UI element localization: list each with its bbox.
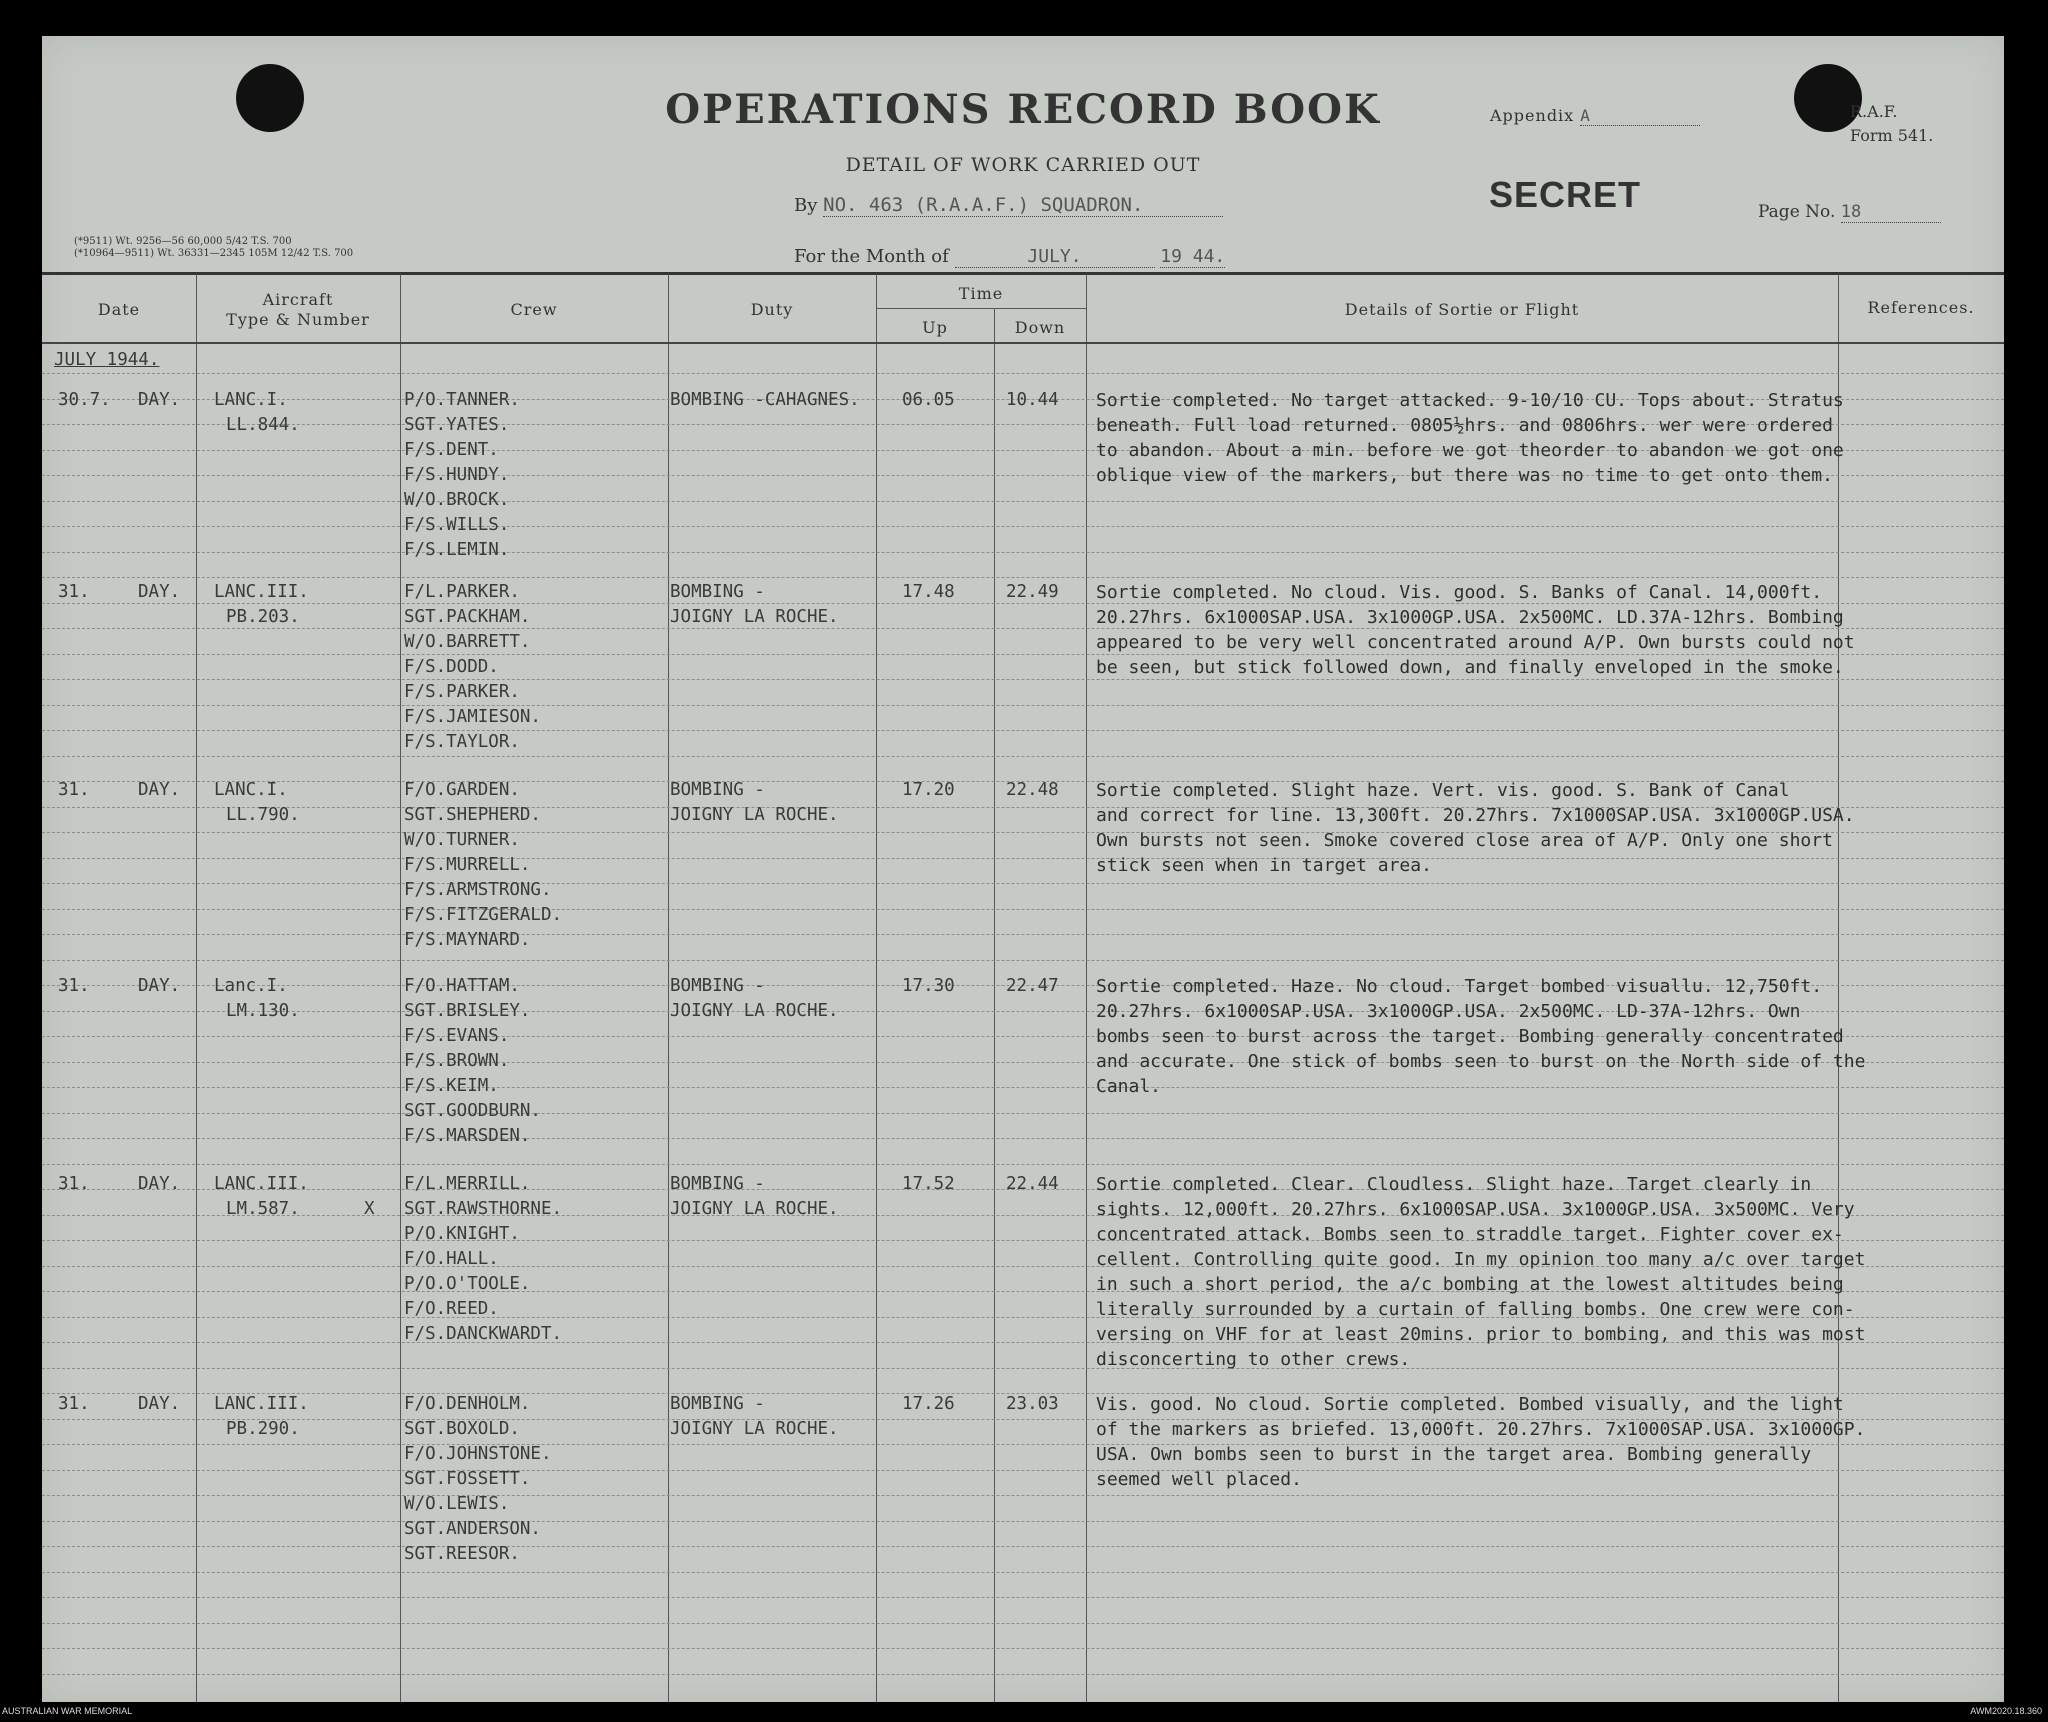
entry-aircraft: LANC.I.: [214, 390, 288, 410]
header-references: References.: [1867, 298, 1975, 317]
ruled-line: [42, 1597, 2004, 1598]
col-divider: [668, 274, 669, 1702]
crew-member: SGT.SHEPHERD.: [404, 805, 541, 825]
crew-member: F/O.HALL.: [404, 1249, 499, 1269]
page-number-field: [1758, 202, 1941, 223]
detail-line: and accurate. One stick of bombs seen to burst on the North side of the: [1096, 1051, 1866, 1072]
crew-member: F/S.MARSDEN.: [404, 1126, 531, 1146]
entry-date: 31.: [58, 976, 90, 996]
entry-duty: BOMBING -: [670, 976, 765, 996]
ruled-line: [42, 1572, 2004, 1573]
detail-line: Sortie completed. No target attacked. 9-10/10 CU. Tops about. Stratus: [1096, 390, 1844, 411]
crew-member: F/S.TAYLOR.: [404, 732, 520, 752]
crew-member: SGT.GOODBURN.: [404, 1101, 541, 1121]
crew-member: W/O.BARRETT.: [404, 632, 531, 652]
ruled-line: [42, 705, 2004, 706]
form-number: [1850, 100, 1933, 148]
time-up: 17.52: [902, 1174, 955, 1194]
entry-duty: BOMBING -: [670, 1174, 765, 1194]
entry-aircraft: Lanc.I.: [214, 976, 288, 996]
crew-member: F/S.LEMIN.: [404, 540, 510, 560]
ruled-line: [42, 909, 2004, 910]
col-divider: [400, 274, 401, 1702]
ruled-line: [42, 501, 2004, 502]
detail-line: seemed well placed.: [1096, 1469, 1302, 1490]
crew-member: F/S.ARMSTRONG.: [404, 880, 552, 900]
entry-aircraft: LL.790.: [226, 805, 300, 825]
squadron-field: [794, 194, 1223, 217]
ruled-line: [42, 1495, 2004, 1496]
footer-right: AWM2020.18.360: [1970, 1706, 2042, 1716]
ruled-line: [42, 730, 2004, 731]
time-down: 10.44: [1006, 390, 1059, 410]
footer-left: AUSTRALIAN WAR MEMORIAL: [2, 1706, 133, 1716]
entry-date: 31.: [58, 582, 90, 602]
crew-member: SGT.REESOR.: [404, 1544, 520, 1564]
crew-member: SGT.PACKHAM.: [404, 607, 531, 627]
crew-member: F/S.DANCKWARDT.: [404, 1324, 563, 1344]
ruled-line: [42, 1546, 2004, 1547]
entry-date: 30.7.: [58, 390, 111, 410]
crew-member: F/S.WILLS.: [404, 515, 510, 535]
crew-member: F/S.JAMIESON.: [404, 707, 541, 727]
entry-aircraft: PB.290.: [226, 1419, 300, 1439]
table-top-rule: [42, 272, 2004, 275]
ruled-line: [42, 1623, 2004, 1624]
entry-duty: JOIGNY LA ROCHE.: [670, 1199, 839, 1219]
entry-aircraft: LL.844.: [226, 415, 300, 435]
crew-member: F/O.DENHOLM.: [404, 1394, 531, 1414]
period-label: JULY 1944.: [54, 350, 160, 370]
detail-line: Sortie completed. No cloud. Vis. good. S. Banks of Canal. 14,000ft.: [1096, 582, 1823, 603]
entry-duty: JOIGNY LA ROCHE.: [670, 1001, 839, 1021]
detail-line: be seen, but stick followed down, and finally enveloped in the smoke.: [1096, 657, 1844, 678]
detail-line: to abandon. About a min. before we got theorder to abandon we got one: [1096, 440, 1844, 461]
ruled-line: [42, 960, 2004, 961]
form-line-2: Form 541.: [1850, 126, 1934, 145]
entry-duty: BOMBING -: [670, 1394, 765, 1414]
header-crew: Crew: [510, 300, 558, 319]
crew-member: SGT.RAWSTHORNE.: [404, 1199, 563, 1219]
crew-member: F/L.PARKER.: [404, 582, 520, 602]
detail-line: 20.27hrs. 6x1000SAP.USA. 3x1000GP.USA. 2x500MC. LD.37A-12hrs. Bombing: [1096, 607, 1844, 628]
detail-line: and correct for line. 13,300ft. 20.27hrs. 7x1000SAP.USA. 3x1000GP.USA.: [1096, 805, 1855, 826]
crew-member: W/O.LEWIS.: [404, 1494, 510, 1514]
detail-line: sights. 12,000ft. 20.27hrs. 6x1000SAP.USA. 3x1000GP.USA. 3x500MC. Very: [1096, 1199, 1855, 1220]
entry-date: 31.: [58, 1174, 90, 1194]
entry-aircraft: PB.203.: [226, 607, 300, 627]
detail-line: beneath. Full load returned. 0805½hrs. and 0806hrs. wer were ordered: [1096, 415, 1833, 436]
crew-member: F/S.MURRELL.: [404, 855, 531, 875]
crew-member: F/S.DENT.: [404, 440, 499, 460]
detail-line: cellent. Controlling quite good. In my opinion too many a/c over target: [1096, 1249, 1866, 1270]
print-line-2: (*10964—9511) Wt. 36331—2345 105M 12/42 T.S. 700: [74, 248, 354, 259]
page-title: OPERATIONS RECORD BOOK: [665, 86, 1381, 133]
crew-member: P/O.O'TOOLE.: [404, 1274, 531, 1294]
detail-line: Own bursts not seen. Smoke covered close area of A/P. Only one short: [1096, 830, 1833, 851]
year-value: 19 44.: [1160, 246, 1226, 267]
col-divider: [196, 274, 197, 1702]
ruled-line: [42, 552, 2004, 553]
entry-aircraft: LM.587.: [226, 1199, 300, 1219]
crew-member: F/S.MAYNARD.: [404, 930, 531, 950]
time-down: 22.49: [1006, 582, 1059, 602]
ruled-line: [42, 526, 2004, 527]
crew-member: W/O.BROCK.: [404, 490, 510, 510]
time-down: 22.44: [1006, 1174, 1059, 1194]
appendix-label: Appendix: [1490, 106, 1575, 125]
ruled-line: [42, 373, 2004, 374]
by-label: By: [794, 195, 818, 216]
ruled-line: [42, 1521, 2004, 1522]
month-field: [794, 246, 1225, 268]
month-label: For the Month of: [794, 246, 949, 267]
header-duty: Duty: [750, 300, 794, 319]
ruled-line: [42, 756, 2004, 757]
time-up: 17.48: [902, 582, 955, 602]
ruled-line: [42, 1164, 2004, 1165]
header-bottom-rule: [42, 342, 2004, 344]
time-up: 06.05: [902, 390, 955, 410]
crew-member: F/O.HATTAM.: [404, 976, 520, 996]
header-aircraft-line2: Type & Number: [226, 310, 370, 329]
crew-member: W/O.TURNER.: [404, 830, 520, 850]
crew-member: SGT.FOSSETT.: [404, 1469, 531, 1489]
detail-line: in such a short period, the a/c bombing at the lowest altitudes being: [1096, 1274, 1844, 1295]
secret-stamp: SECRET: [1489, 174, 1642, 215]
col-divider: [1086, 274, 1087, 1702]
entry-day: DAY.: [138, 390, 181, 410]
entry-duty: BOMBING -: [670, 582, 765, 602]
crew-member: F/S.KEIM.: [404, 1076, 499, 1096]
crew-member: F/S.HUNDY.: [404, 465, 510, 485]
entry-aircraft: LANC.III.: [214, 582, 309, 602]
detail-line: Sortie completed. Clear. Cloudless. Slight haze. Target clearly in: [1096, 1174, 1812, 1195]
entry-aircraft: LANC.III.: [214, 1394, 309, 1414]
page-label: Page No.: [1758, 202, 1836, 222]
header-aircraft: [196, 290, 400, 330]
ruled-line: [42, 934, 2004, 935]
ruled-line: [42, 883, 2004, 884]
entry-day: DAY.: [138, 1394, 181, 1414]
detail-line: concentrated attack. Bombs seen to straddle target. Fighter cover ex-: [1096, 1224, 1844, 1245]
crew-member: F/S.BROWN.: [404, 1051, 510, 1071]
detail-line: of the markers as briefed. 13,000ft. 20.27hrs. 7x1000SAP.USA. 3x1000GP.: [1096, 1419, 1866, 1440]
entry-day: DAY.: [138, 976, 181, 996]
detail-line: stick seen when in target area.: [1096, 855, 1432, 876]
entry-date: 31.: [58, 780, 90, 800]
crew-member: SGT.BOXOLD.: [404, 1419, 520, 1439]
time-down: 23.03: [1006, 1394, 1059, 1414]
crew-member: F/O.GARDEN.: [404, 780, 520, 800]
detail-line: oblique view of the markers, but there was no time to get onto them.: [1096, 465, 1833, 486]
crew-member: F/L.MERRILL.: [404, 1174, 531, 1194]
header-details: Details of Sortie or Flight: [1344, 300, 1580, 319]
appendix-value: A: [1580, 106, 1700, 126]
entry-aircraft: LANC.III.: [214, 1174, 309, 1194]
squadron-value: NO. 463 (R.A.A.F.) SQUADRON.: [823, 194, 1223, 217]
month-value: JULY.: [955, 246, 1155, 268]
crew-member: F/S.PARKER.: [404, 682, 520, 702]
detail-line: disconcerting to other crews.: [1096, 1349, 1411, 1370]
ruled-line: [42, 577, 2004, 578]
page-subtitle: DETAIL OF WORK CARRIED OUT: [845, 154, 1201, 176]
header-date: Date: [97, 300, 141, 319]
entry-day: DAY.: [138, 1174, 181, 1194]
time-up: 17.20: [902, 780, 955, 800]
crew-member: F/S.EVANS.: [404, 1026, 510, 1046]
entry-day: DAY.: [138, 582, 181, 602]
entry-aircraft: LANC.I.: [214, 780, 288, 800]
time-down: 22.47: [1006, 976, 1059, 996]
detail-line: Sortie completed. Haze. No cloud. Target bombed visuallu. 12,750ft.: [1096, 976, 1823, 997]
entry-duty: BOMBING -: [670, 780, 765, 800]
entry-day: DAY.: [138, 780, 181, 800]
appendix-field: [1490, 106, 1700, 126]
print-line-1: (*9511) Wt. 9256—56 60,000 5/42 T.S. 700: [74, 236, 292, 247]
header-time: Time: [958, 284, 1004, 303]
time-down: 22.48: [1006, 780, 1059, 800]
detail-line: literally surrounded by a curtain of falling bombs. One crew were con-: [1096, 1299, 1855, 1320]
entry-duty: JOIGNY LA ROCHE.: [670, 1419, 839, 1439]
detail-line: 20.27hrs. 6x1000SAP.USA. 3x1000GP.USA. 2x500MC. LD-37A-12hrs. Own: [1096, 1001, 1801, 1022]
time-subheader-rule: [876, 308, 1086, 309]
ruled-line: [42, 1138, 2004, 1139]
col-divider: [994, 308, 995, 1702]
ruled-line: [42, 1113, 2004, 1114]
entry-duty: BOMBING -CAHAGNES.: [670, 390, 860, 410]
crew-member: SGT.YATES.: [404, 415, 510, 435]
entry-duty: JOIGNY LA ROCHE.: [670, 805, 839, 825]
crew-member: F/S.DODD.: [404, 657, 499, 677]
print-code: [74, 236, 353, 260]
crew-member: SGT.BRISLEY.: [404, 1001, 531, 1021]
header-down: Down: [1014, 318, 1066, 337]
header-up: Up: [922, 318, 948, 337]
entry-date: 31.: [58, 1394, 90, 1414]
time-up: 17.26: [902, 1394, 955, 1414]
entry-mark: X: [364, 1199, 375, 1219]
detail-line: bombs seen to burst across the target. Bombing generally concentrated: [1096, 1026, 1844, 1047]
detail-line: Canal.: [1096, 1076, 1162, 1097]
time-up: 17.30: [902, 976, 955, 996]
crew-member: P/O.KNIGHT.: [404, 1224, 520, 1244]
detail-line: Vis. good. No cloud. Sortie completed. Bombed visually, and the light: [1096, 1394, 1844, 1415]
detail-line: versing on VHF for at least 20mins. prior to bombing, and this was most: [1096, 1324, 1866, 1345]
header-aircraft-line1: Aircraft: [262, 290, 334, 309]
entry-duty: JOIGNY LA ROCHE.: [670, 607, 839, 627]
crew-member: F/S.FITZGERALD.: [404, 905, 563, 925]
entry-aircraft: LM.130.: [226, 1001, 300, 1021]
form-line-1: R.A.F.: [1850, 102, 1898, 121]
crew-member: F/O.JOHNSTONE.: [404, 1444, 552, 1464]
detail-line: appeared to be very well concentrated around A/P. Own bursts could not: [1096, 632, 1855, 653]
crew-member: P/O.TANNER.: [404, 390, 520, 410]
crew-member: SGT.ANDERSON.: [404, 1519, 541, 1539]
record-sheet: [42, 36, 2004, 1702]
col-divider: [876, 274, 877, 1702]
detail-line: Sortie completed. Slight haze. Vert. vis. good. S. Bank of Canal: [1096, 780, 1790, 801]
ruled-line: [42, 1674, 2004, 1675]
ruled-line: [42, 1648, 2004, 1649]
detail-line: USA. Own bombs seen to burst in the target area. Bombing generally: [1096, 1444, 1812, 1465]
crew-member: F/O.REED.: [404, 1299, 499, 1319]
page-number: 18: [1841, 202, 1941, 223]
